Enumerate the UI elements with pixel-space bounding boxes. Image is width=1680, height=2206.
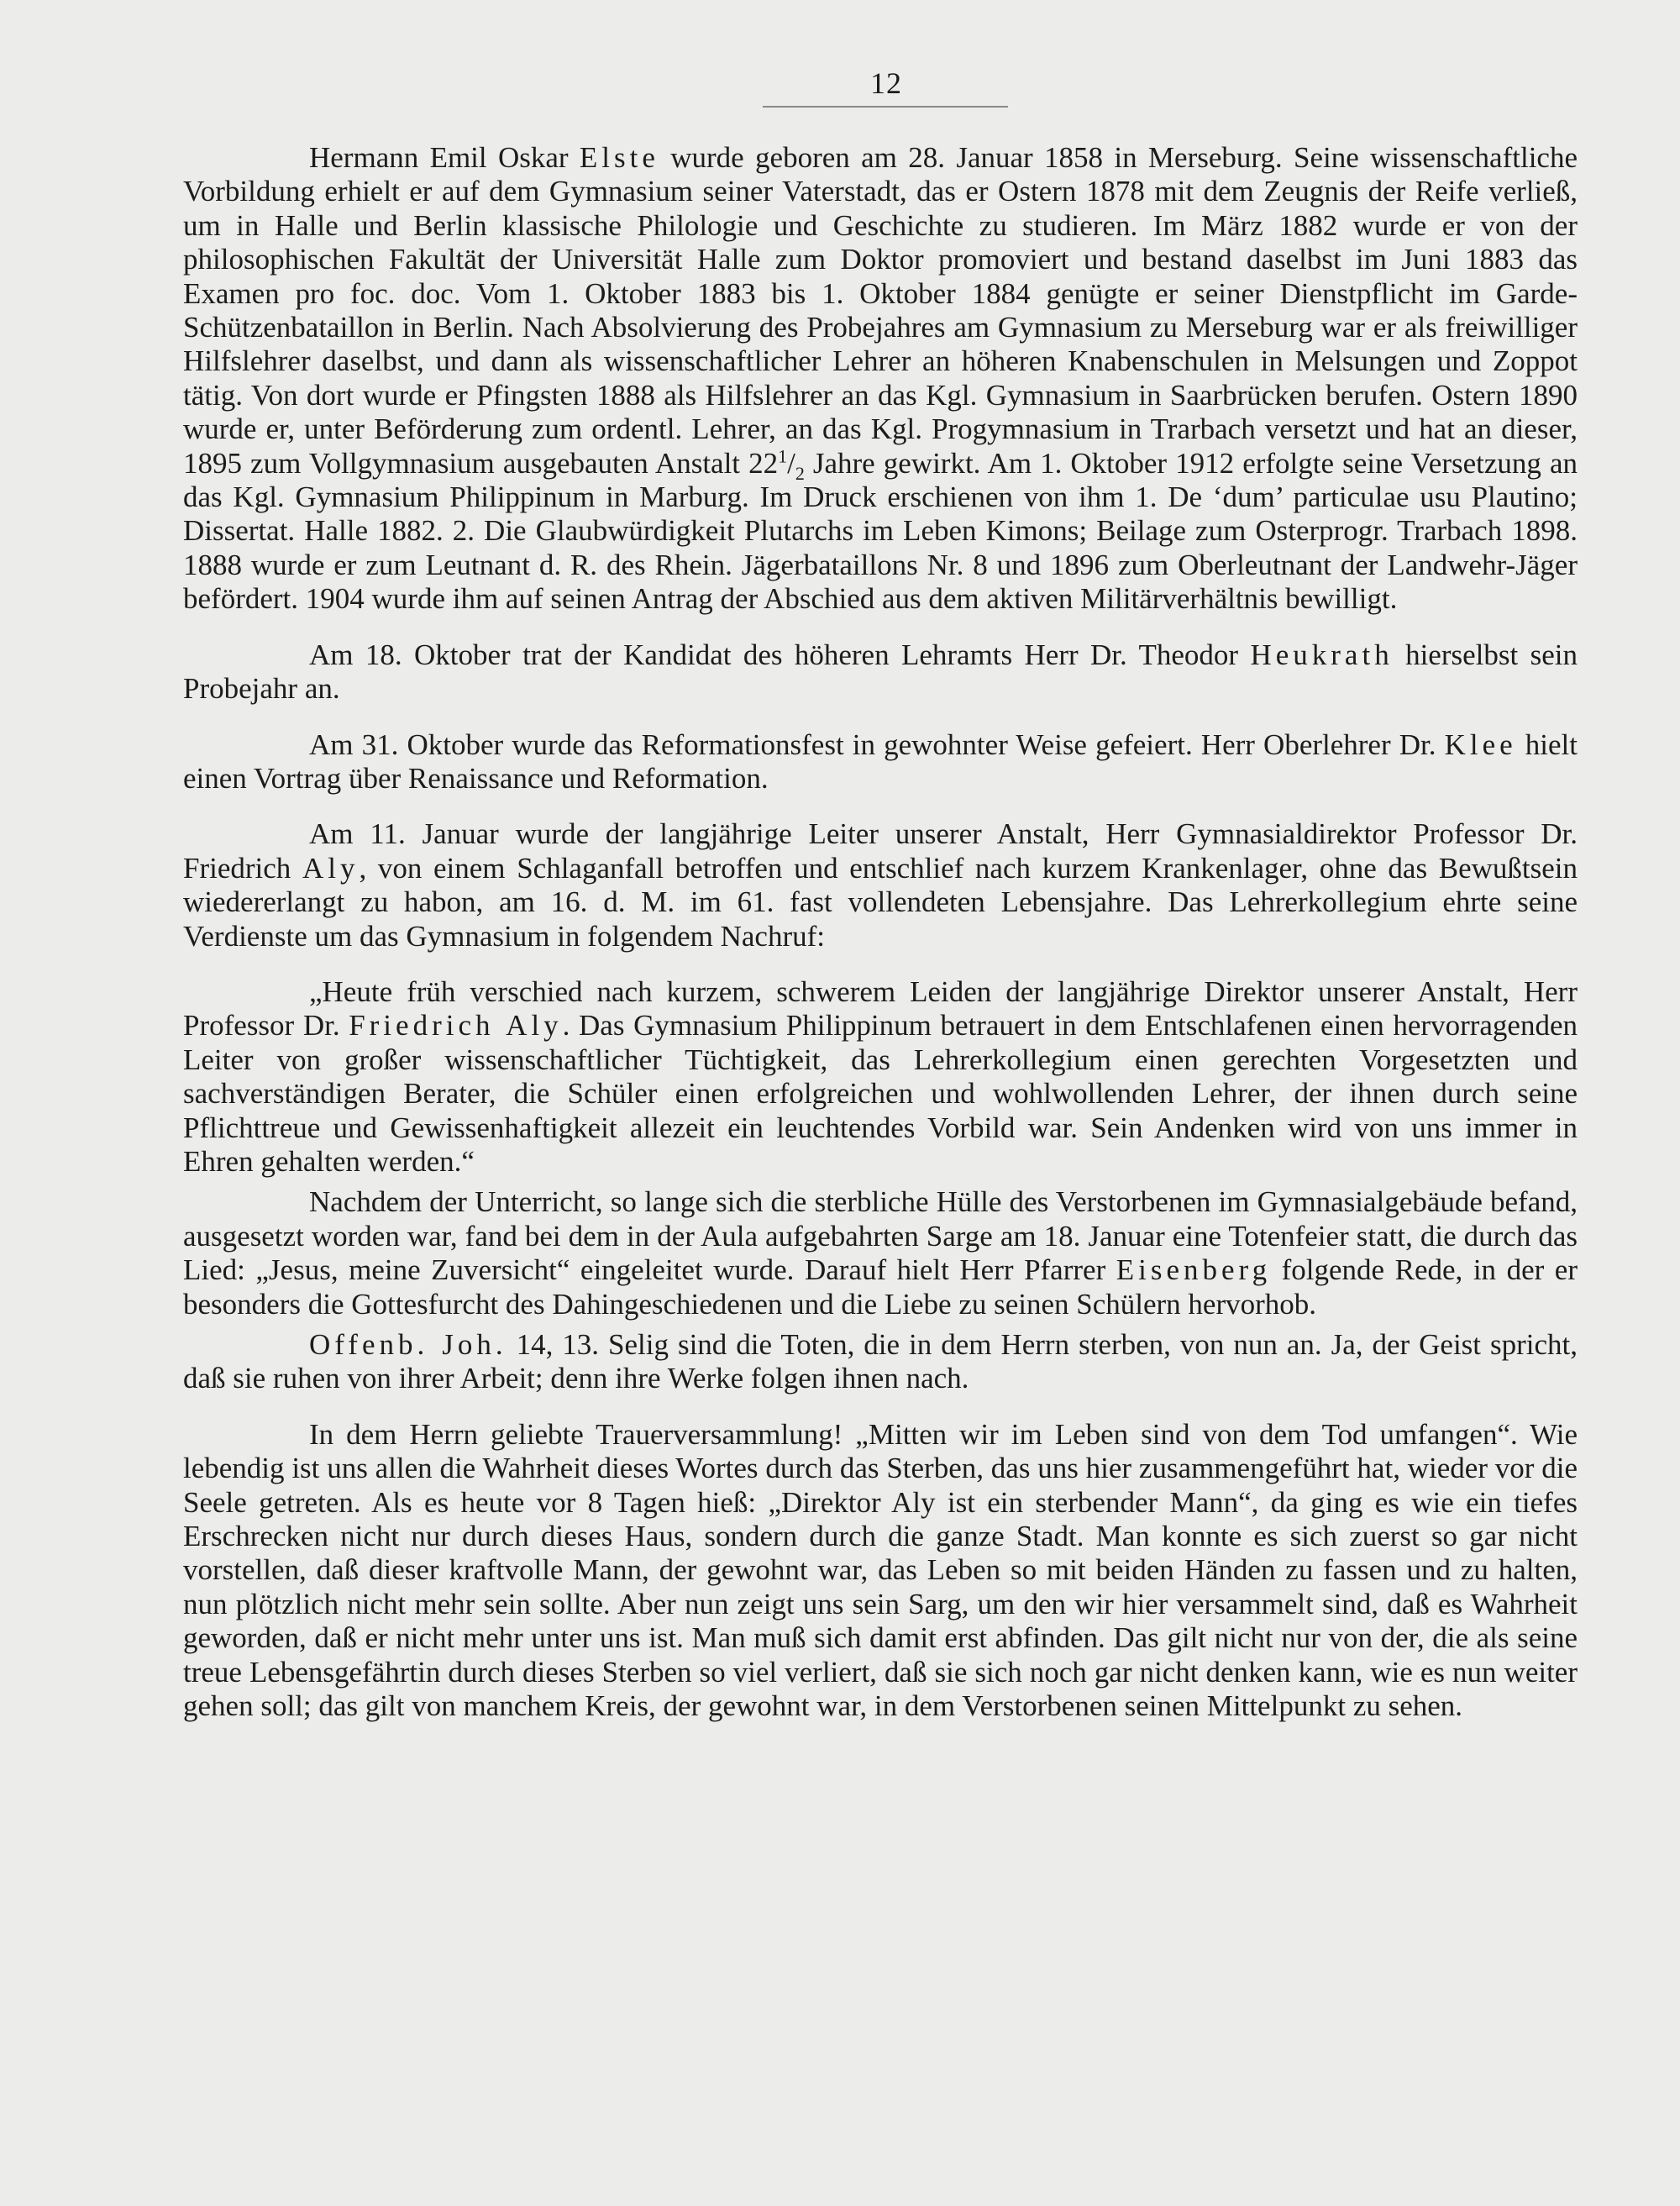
paragraph-trauerrede: In dem Herrn geliebte Trauerversammlung! „Mitten wir im Leben sind von dem Tod umfangen“. Wie lebendig ist uns allen die Wahrheit dieses Wortes durch das Sterben, das uns hier zusammengeführt hat, wieder vor die Seele getreten. Als es heute vor 8 Tagen hieß: „Direktor Aly ist ein sterbender Mann“, da ging es wie ein tiefes Erschrecken nicht nur durch dieses Haus, sondern durch die ganze Stadt. Man konnte es sich zuerst so gar nicht vorstellen, daß dieser kraftvolle Mann, der gewohnt war, das Leben so mit beiden Händen zu fassen und zu halten, nun plötzlich nicht mehr sein sollte. Aber nun zeigt uns sein Sarg, um den wir hier versammelt sind, daß es Wahrheit geworden, daß er nicht mehr unter uns ist. Man muß sich damit erst abfinden. Das gilt nicht nur von der, die als seine treue Lebensgefährtin durch dieses Sterben so viel verliert, daß sie sich noch gar nicht denken kann, wie es nun weiter gehen soll; das gilt von manchem Kreis, der gewohnt war, in dem Verstorbenen seinen Mittelpunkt zu sehen. [183, 1417, 1578, 1723]
paragraph-totenfeier: Nachdem der Unterricht, so lange sich die sterbliche Hülle des Verstorbenen im Gymnasialgebäude befand, ausgesetzt worden war, fand bei dem in der Aula aufgebahrten Sarge am 18. Januar eine Totenfeier statt, die durch das Lied: „Jesus, meine Zuversicht“ eingeleitet wurde. Darauf hielt Herr Pfarrer Eisenberg folgende Rede, in der er besonders die Gottesfurcht des Dahingeschiedenen und die Liebe zu seinen Schülern hervorhob. [183, 1185, 1578, 1321]
spaced-name: Elste [579, 141, 659, 174]
header-rule [763, 106, 1008, 108]
fraction-denominator: 2 [795, 462, 805, 484]
spaced-name: Aly [302, 851, 360, 885]
spaced-name: Klee [1444, 727, 1517, 761]
paragraph-aly-death: Am 11. Januar wurde der langjährige Leiter unserer Anstalt, Herr Gymnasialdirektor Professor Dr. Friedrich Aly, von einem Schlaganfall betroffen und entschlief nach kurzem Krankenlager, ohne das Bewußtsein wiedererlangt zu habon, am 16. d. M. im 61. fast vollendeten Lebensjahre. Das Lehrerkollegium ehrte seine Verdienste um das Gymnasium in folgendem Nachruf: [183, 817, 1578, 953]
paragraph-reformationsfest: Am 31. Oktober wurde das Reformationsfest in gewohnter Weise gefeiert. Herr Oberlehrer Dr. Klee hielt einen Vortrag über Renaissance und Reformation. [183, 727, 1578, 795]
paragraph-nachruf-quote: „Heute früh verschied nach kurzem, schwerem Leiden der langjährige Direktor unserer Anstalt, Herr Professor Dr. Friedrich Aly. Das Gymnasium Philippinum betrauert in dem Entschlafenen einen hervorragenden Leiter von großer wissenschaftlicher Tüchtigkeit, das Lehrerkollegium einen gerechten Vorgesetzten und sachverständigen Berater, die Schüler einen erfolgreichen und wohlwollenden Lehrer, der ihnen durch seine Pflichttreue und Gewissenhaftigkeit allezeit ein leuchtendes Vorbild war. Sein Andenken wird von uns immer in Ehren gehalten werden.“ [183, 974, 1578, 1178]
spaced-name: Friedrich Aly [349, 1009, 563, 1043]
spaced-name: Offenb. Joh. [309, 1328, 507, 1361]
paragraph-heukrath-probejahr: Am 18. Oktober trat der Kandidat des höheren Lehramts Herr Dr. Theodor Heukrath hierselbst sein Probejahr an. [183, 638, 1578, 706]
fraction-numerator: 1 [778, 445, 788, 466]
page-number: 12 [870, 66, 902, 100]
paragraph-offenbarung-verse: Offenb. Joh. 14, 13. Selig sind die Toten, die in dem Herrn sterben, von nun an. Ja, der Geist spricht, daß sie ruhen von ihrer Arbeit; denn ihre Werke folgen ihnen nach. [183, 1328, 1578, 1395]
body-text [183, 141, 1578, 1723]
spaced-name: Heukrath [1250, 638, 1394, 671]
paragraph-elste-biography: Hermann Emil Oskar Elste wurde geboren am 28. Januar 1858 in Merseburg. Seine wissenschaftliche Vorbildung erhielt er auf dem Gymnasium seiner Vaterstadt, das er Ostern 1878 mit dem Zeugnis der Reife verließ, um in Halle und Berlin klassische Philologie und Geschichte zu studieren. Im März 1882 wurde er von der philosophischen Fakultät der Universität Halle zum Doktor promoviert und bestand daselbst im Juni 1883 das Examen pro foc. doc. Vom 1. Oktober 1883 bis 1. Oktober 1884 genügte er seiner Dienstpflicht im Garde-Schützenbataillon in Berlin. Nach Absolvierung des Probejahres am Gymnasium zu Merseburg war er als freiwilliger Hilfslehrer daselbst, und dann als wissenschaftlicher Lehrer an höheren Knabenschulen in Melsungen und Zoppot tätig. Von dort wurde er Pfingsten 1888 als Hilfslehrer an das Kgl. Gymnasium in Saarbrücken berufen. Ostern 1890 wurde er, unter Beförderung zum ordentl. Lehrer, an das Kgl. Progymnasium in Trarbach versetzt und hat an dieser, 1895 zum Vollgymnasium ausgebauten Anstalt $22^1/_2$ Jahre gewirkt. Am 1. Oktober 1912 erfolgte seine Versetzung an das Kgl. Gymnasium Philippinum in Marburg. Im Druck erschienen von ihm 1. De ‘dum’ particulae usu Plautino; Dissertat. Halle 1882. 2. Die Glaubwürdigkeit Plutarchs im Leben Kimons; Beilage zum Osterprogr. Trarbach 1898. 1888 wurde er zum Leutnant d. R. des Rhein. Jägerbataillons Nr. 8 und 1896 zum Oberleutnant der Landwehr-Jäger befördert. 1904 wurde ihm auf seinen Antrag der Abschied aus dem aktiven Militärverhältnis bewilligt. [183, 141, 1578, 616]
spaced-name: Eisenberg [1116, 1253, 1272, 1287]
